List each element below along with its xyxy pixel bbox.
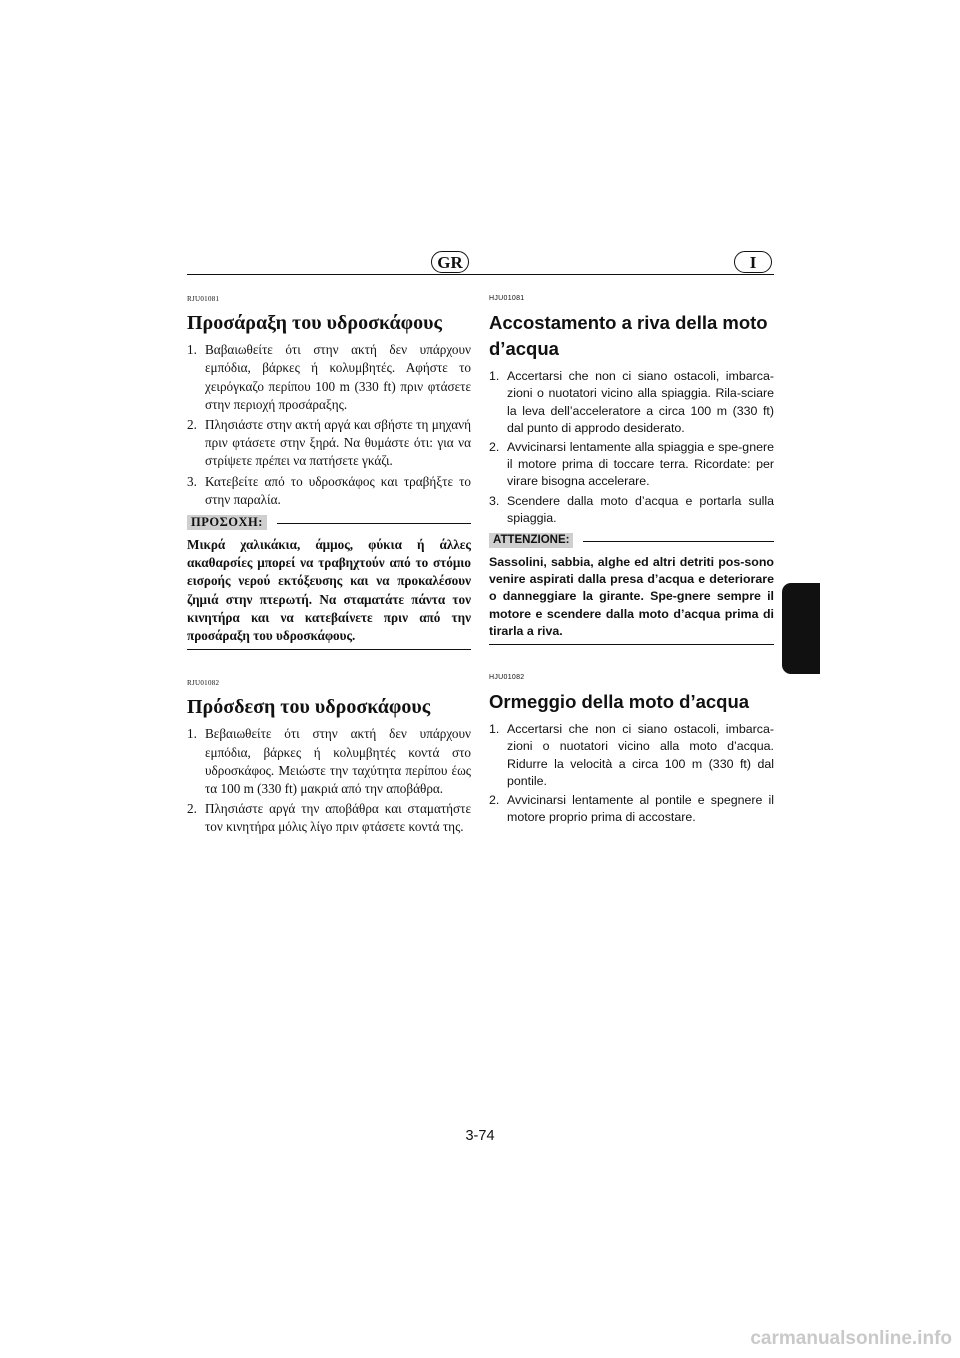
list-item: 2. Avvicinarsi lentamente alla spiaggia e spe-gnere il motore prima di toccare terra. Ricordate: per virare bisogna accelerare. <box>489 440 774 489</box>
warning-text: Μικρά χαλικάκια, άμμος, φύκια ή άλλες ακαθαρσίες μπορεί να τραβηχτούν από το στόμιο εισροής νερού εκτόξευσης και να προκαλέσουν ζημιά στην πτερωτή. Να σταματάτε πάντα τον κινητήρα και να κατεβαίνετε πριν από την προσάραξη του υδροσκάφους. <box>187 536 471 650</box>
steps-list <box>187 341 471 509</box>
list-item: 2. Πλησιάστε στην ακτή αργά και σβήστε τη μηχανή πριν φτάσετε στην ξηρά. Να θυμάστε ότι: για να στρίψετε πρέπει να πατήσετε γκάζι. <box>187 417 471 469</box>
header-rule <box>187 274 774 275</box>
list-item: 1. Βαβαιωθείτε ότι στην ακτή δεν υπάρχουν εμπόδια, βάρκες ή κολυμβητές. Αφήστε το χειρόγκαζο περίπου 100 m (330 ft) πριν φτάσετε στην περιοχή προσάραξης. <box>187 342 471 412</box>
warning-text: Sassolini, sabbia, alghe ed altri detriti pos-sono venire aspirati dalla presa d’acqua e deteriorare o danneggiare la girante. Spe-gnere sempre il motore e scendere dalla moto d’acqua prima di tirarla a riva. <box>489 554 774 645</box>
list-item: 3. Scendere dalla moto d’acqua e portarla sulla spiaggia. <box>489 493 774 525</box>
section-title: Accostamento a riva della moto d’acqua <box>489 312 768 360</box>
chapter-tab <box>782 583 820 674</box>
section-title: Προσάραξη του υδροσκάφους <box>187 312 442 335</box>
language-badge-i: I <box>734 251 772 273</box>
list-item: 1. Accertarsi che non ci siano ostacoli, imbarca-zioni o nuotatori vicino alla spiaggia. Rila-sciare la leva dell’acceleratore a circa 100 m (330 ft) dal punto di approdo desiderato. <box>489 369 774 435</box>
steps-list <box>187 725 471 836</box>
warning-header <box>187 515 471 530</box>
language-badge-gr: GR <box>431 251 469 273</box>
italian-column <box>489 290 774 828</box>
list-item: 1. Βεβαιωθείτε ότι στην ακτή δεν υπάρχουν εμπόδια, βάρκες ή κολυμβητές κοντά στο υδροσκάφος. Μειώστε την ταχύτητα περίπου έως τα 100 m (330 ft) μακριά από την αποβάθρα. <box>187 726 471 797</box>
section-code: HJU01081 <box>489 295 525 302</box>
warning-header <box>489 533 774 548</box>
warning-label: ΠΡΟΣΟΧΗ: <box>187 515 267 530</box>
list-item: 3. Κατεβείτε από το υδροσκάφος και τραβήξτε το στην παραλία. <box>187 473 471 507</box>
section-title: Ormeggio della moto d’acqua <box>489 691 750 713</box>
section-code: RJU01081 <box>187 295 220 303</box>
section-code: RJU01082 <box>187 679 220 688</box>
divider <box>583 541 774 542</box>
watermark: carmanualsonline.info <box>750 1328 952 1349</box>
greek-column <box>187 290 471 839</box>
steps-list <box>489 368 774 527</box>
page-number: 3-74 <box>465 1128 495 1144</box>
divider <box>277 523 471 524</box>
warning-label: ATTENZIONE: <box>489 533 573 548</box>
list-item: 1. Accertarsi che non ci siano ostacoli, imbarca-zioni o nuotatori vicino alla moto d’acqua. Ridurre la velocità a circa 100 m (330 ft) dal pontile. <box>489 722 774 788</box>
list-item: 2. Avvicinarsi lentamente al pontile e spegnere il motore proprio prima di accostare. <box>489 793 774 825</box>
section-code: HJU01082 <box>489 674 525 682</box>
steps-list <box>489 721 774 826</box>
list-item: 2. Πλησιάστε αργά την αποβάθρα και σταματήστε τον κινητήρα μόλις λίγο πριν φτάσετε κοντά της. <box>187 801 471 835</box>
section-title: Πρόσδεση του υδροσκάφους <box>187 696 431 719</box>
